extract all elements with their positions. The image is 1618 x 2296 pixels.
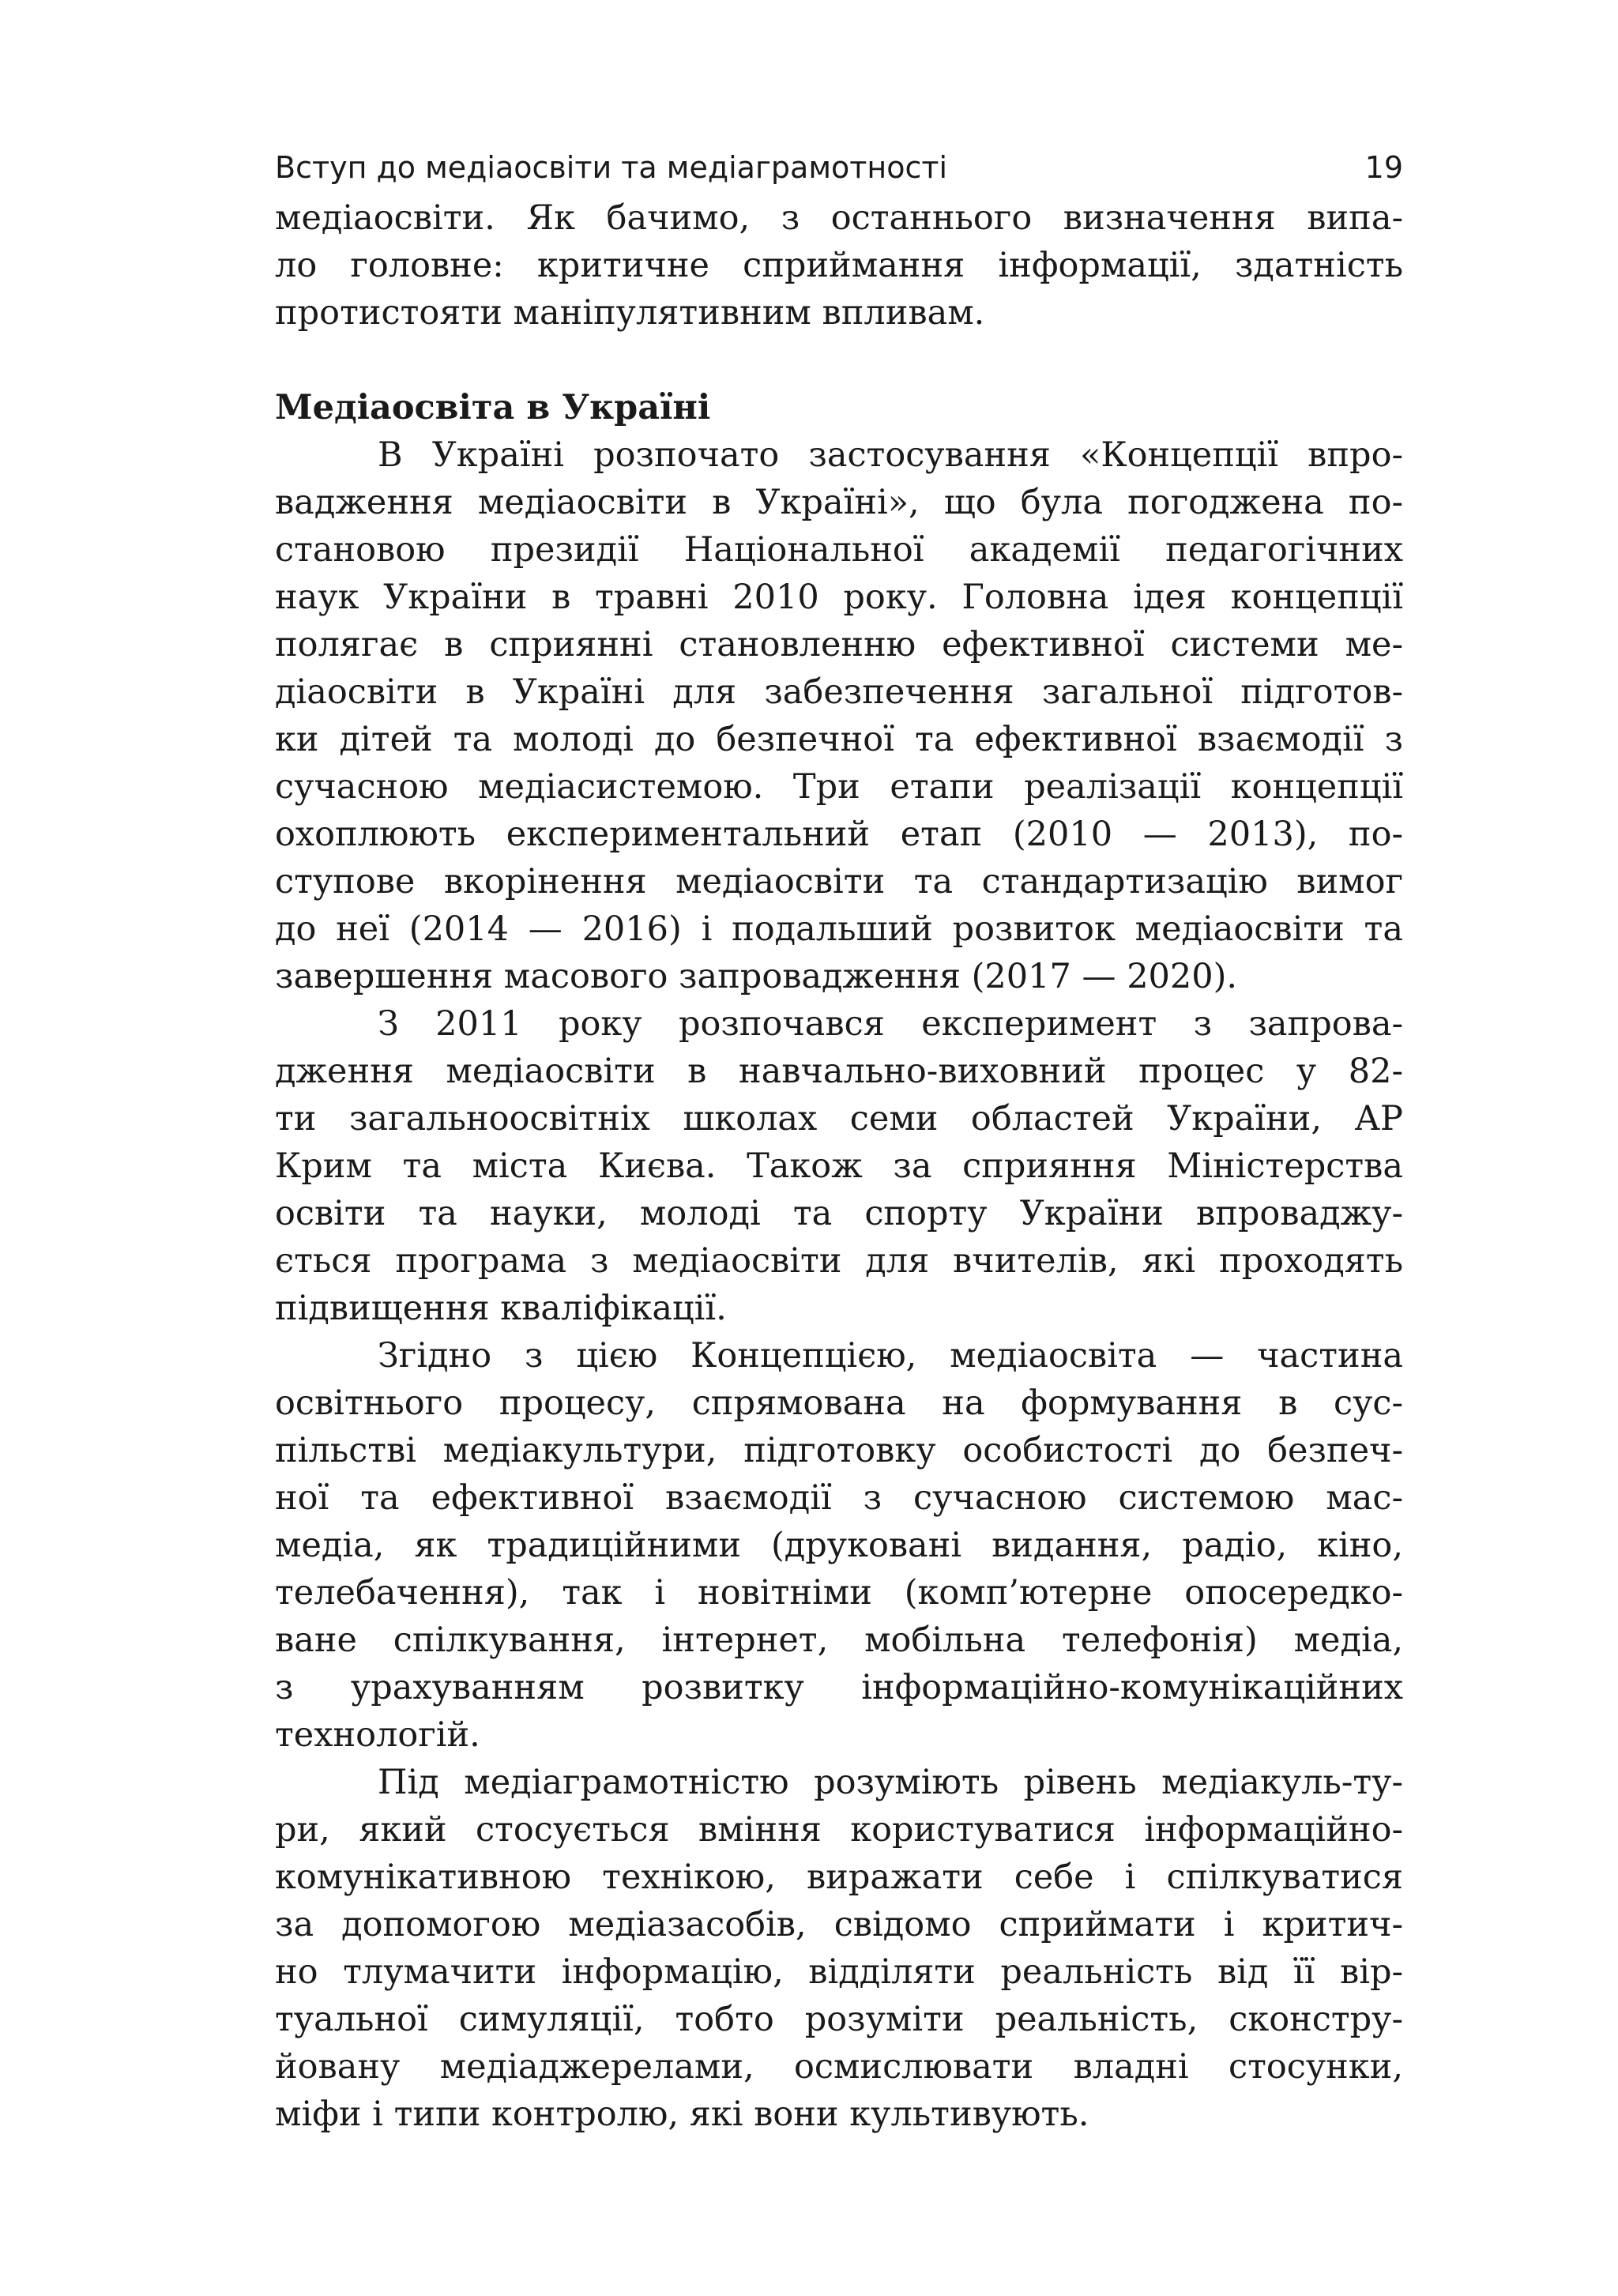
text-line: становою президії Національної академії педагогічних	[275, 530, 1403, 570]
text-line: завершення масового запровадження (2017 — 2020).	[275, 957, 1238, 996]
running-title: Вступ до медіаосвіти та медіаграмотності	[275, 150, 948, 185]
text-line: комунікативною технікою, виражати себе і спілкуватися	[275, 1858, 1403, 1897]
text-line: охоплюють експериментальний етап (2010 — 2013), по-	[275, 815, 1403, 854]
book-page	[275, 147, 1403, 2138]
text-line: Під медіаграмотністю розуміють рівень медіакуль-ту-	[378, 1763, 1403, 1802]
text-line: освіти та науки, молоді та спорту України впроваджу-	[275, 1194, 1403, 1233]
text-line: дження медіаосвіти в навчально-виховний процес у 82-	[275, 1052, 1403, 1091]
text-line: туальної симуляції, тобто розуміти реальність, сконстру-	[275, 2000, 1403, 2039]
text-line: з урахуванням розвитку інформаційно-комунікаційних	[275, 1668, 1403, 1707]
text-line: медіаосвіти. Як бачимо, з останнього визначення випа-	[275, 198, 1403, 238]
text-line: до неї (2014 — 2016) і подальший розвиток медіаосвіти та	[275, 909, 1403, 949]
text-line: підвищення кваліфікації.	[275, 1289, 727, 1328]
text-line: ти загальноосвітніх школах семи областей України, АР	[275, 1099, 1403, 1139]
text-line: за допомогою медіазасобів, свідомо сприймати і критич-	[275, 1905, 1403, 1944]
paragraph-definition	[275, 1332, 1403, 1759]
text-line: Згідно з цією Концепцією, медіаосвіта — частина	[378, 1336, 1403, 1376]
text-line: освітнього процесу, спрямована на формування в сус-	[275, 1383, 1403, 1423]
text-line: ване спілкування, інтернет, мобільна телефонія) медіа,	[275, 1620, 1403, 1660]
text-line: пільстві медіакультури, підготовку особистості до безпеч-	[275, 1431, 1403, 1470]
text-line: протистояти маніпулятивним впливам.	[275, 293, 985, 333]
text-line: ки дітей та молоді до безпечної та ефективної взаємодії з	[275, 720, 1403, 759]
text-line: сучасною медіасистемою. Три етапи реалізації концепції	[275, 767, 1403, 807]
text-line: йовану медіаджерелами, осмислювати владні стосунки,	[275, 2047, 1403, 2087]
text-line: міфи і типи контролю, які вони культивують.	[275, 2095, 1089, 2134]
text-line: полягає в сприянні становленню ефективної системи ме-	[275, 625, 1403, 664]
text-line: ється програма з медіаосвіти для вчителів, які проходять	[275, 1241, 1403, 1281]
text-line: ної та ефективної взаємодії з сучасною системою мас-	[275, 1478, 1403, 1518]
text-line: технологій.	[275, 1715, 480, 1755]
text-line: медіа, як традиційними (друковані видання, радіо, кіно,	[275, 1526, 1403, 1565]
text-line: З 2011 року розпочався експеримент з запрова-	[378, 1004, 1403, 1044]
intro-paragraph	[275, 194, 1403, 337]
text-line: Крим та міста Києва. Також за сприяння Міністерства	[275, 1146, 1403, 1186]
text-line: наук України в травні 2010 року. Головна ідея концепції	[275, 578, 1403, 617]
paragraph-media-literacy	[275, 1759, 1403, 2138]
text-line: ло головне: критичне сприймання інформації, здатність	[275, 246, 1403, 285]
page-number: 19	[1364, 150, 1403, 185]
text-line: ступове вкорінення медіаосвіти та стандартизацію вимог	[275, 862, 1403, 901]
text-line: телебачення), так і новітніми (комп’ютерне опосередко-	[275, 1573, 1403, 1613]
text-line: вадження медіаосвіти в Україні», що була погоджена по-	[275, 483, 1403, 522]
text-line: ри, який стосується вміння користуватися інформаційно-	[275, 1810, 1403, 1850]
text-line: но тлумачити інформацію, відділяти реальність від її вір-	[275, 1952, 1403, 1992]
section-heading: Медіаосвіта в Україні	[275, 388, 711, 427]
paragraph-experiment	[275, 1000, 1403, 1332]
text-line: В Україні розпочато застосування «Концепції впро-	[378, 435, 1403, 475]
running-header	[275, 147, 1403, 194]
paragraph-concept	[275, 431, 1403, 1000]
text-line: діаосвіти в Україні для забезпечення загальної підготов-	[275, 672, 1403, 712]
